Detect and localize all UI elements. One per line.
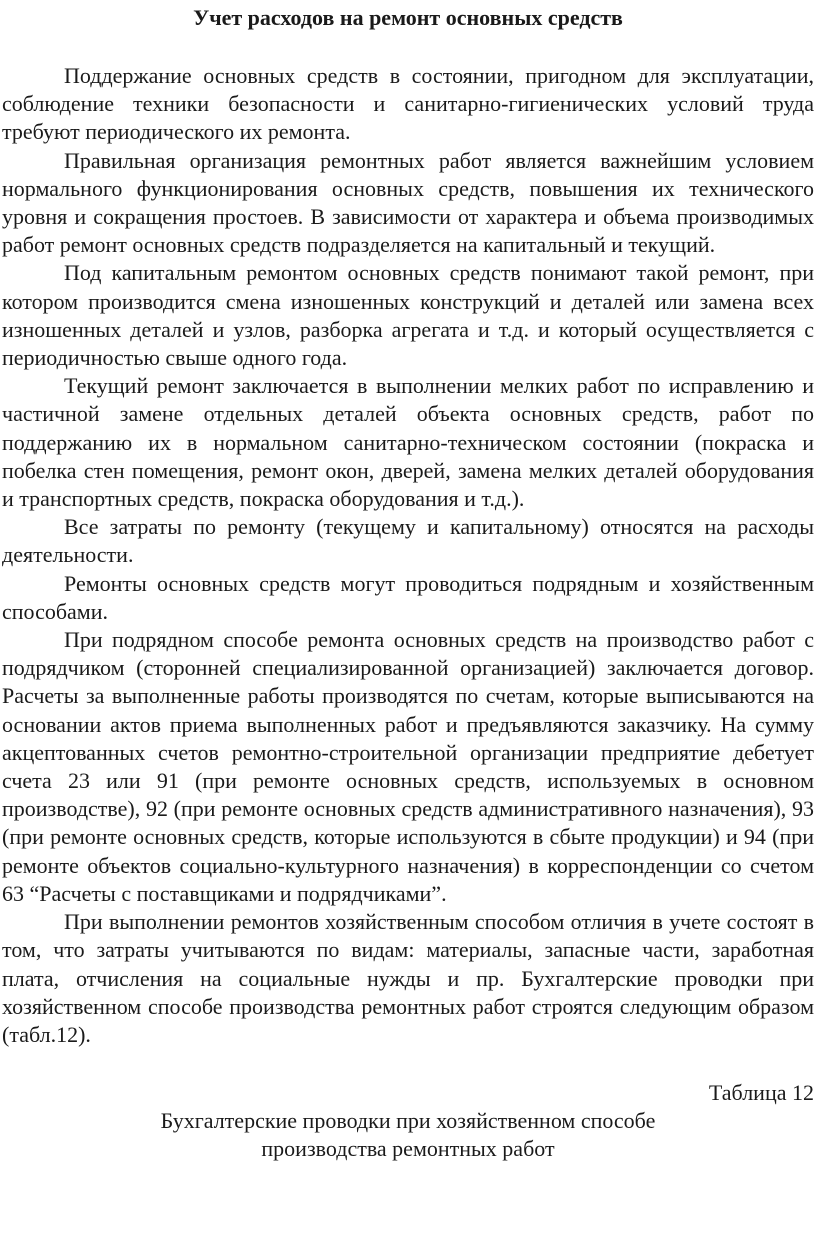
table-caption — [2, 1107, 814, 1163]
paragraph-organization: Правильная организация ремонтных работ является важнейшим условием нормального функционирования основных средств, повышения их технического уровня и сокращения простоев. В зависимости от характера и объема производимых работ ремонт основных средств подразделяется на капитальный и текущий. — [2, 147, 814, 258]
paragraph-repair-methods: Ремонты основных средств могут проводиться подрядным и хозяйственным способами. — [2, 570, 814, 624]
table-caption-line-2: производства ремонтных работ — [261, 1136, 555, 1162]
paragraph-current-repair: Текущий ремонт заключается в выполнении мелких работ по исправлению и частичной замене отдельных деталей объекта основных средств, работ по поддержанию их в нормальном санитарно-техническом состоянии (покраска и побелка стен помещения, ремонт окон, дверей, замена мелких деталей оборудования и транспортных средств, покраска оборудования и т.д.). — [2, 373, 814, 512]
table-caption-line-1: Бухгалтерские проводки при хозяйственном способе — [160, 1108, 656, 1134]
paragraph-capital-repair: Под капитальным ремонтом основных средств понимают такой ремонт, при котором производится смена изношенных конструкций и деталей или замена всех изношенных деталей и узлов, разборка агрегата и т.д. и который осуществляется с периодичностью свыше одного года. — [2, 260, 814, 371]
paragraph-maintenance: Поддержание основных средств в состоянии, пригодном для эксплуатации, соблюдение техники безопасности и санитарно-гигиенических условий труда требуют периодического их ремонта. — [2, 63, 814, 145]
table-number: Таблица 12 — [708, 1080, 814, 1106]
paragraph-contract-method: При подрядном способе ремонта основных средств на производство работ с подрядчиком (сторонней специализированной организацией) заключается договор. Расчеты за выполненные работы производятся по счетам, которые выписываются на основании актов приема выполненных работ и предъявляются заказчику. На сумму акцептованных счетов ремонтно-строительной организации предприятие дебетует счета 23 или 91 (при ремонте основных средств, используемых в основном производстве), 92 (при ремонте основных средств административного назначения), 93 (при ремонте основных средств, которые используются в сбыте продукции) и 94 (при ремонте объектов социально-культурного назначения) в корреспонденции со счетом 63 “Расчеты с поставщиками и подрядчиками”. — [2, 627, 814, 906]
paragraph-expenses: Все затраты по ремонту (текущему и капитальному) относятся на расходы деятельности. — [2, 514, 814, 568]
paragraph-in-house-method: При выполнении ремонтов хозяйственным способом отличия в учете состоят в том, что затраты учитываются по видам: материалы, запасные части, заработная плата, отчисления на социальные нужды и пр. Бухгалтерские проводки при хозяйственном способе производства ремонтных работ строятся следующим образом (табл.12). — [2, 909, 814, 1047]
page-title: Учет расходов на ремонт основных средств — [193, 5, 623, 30]
